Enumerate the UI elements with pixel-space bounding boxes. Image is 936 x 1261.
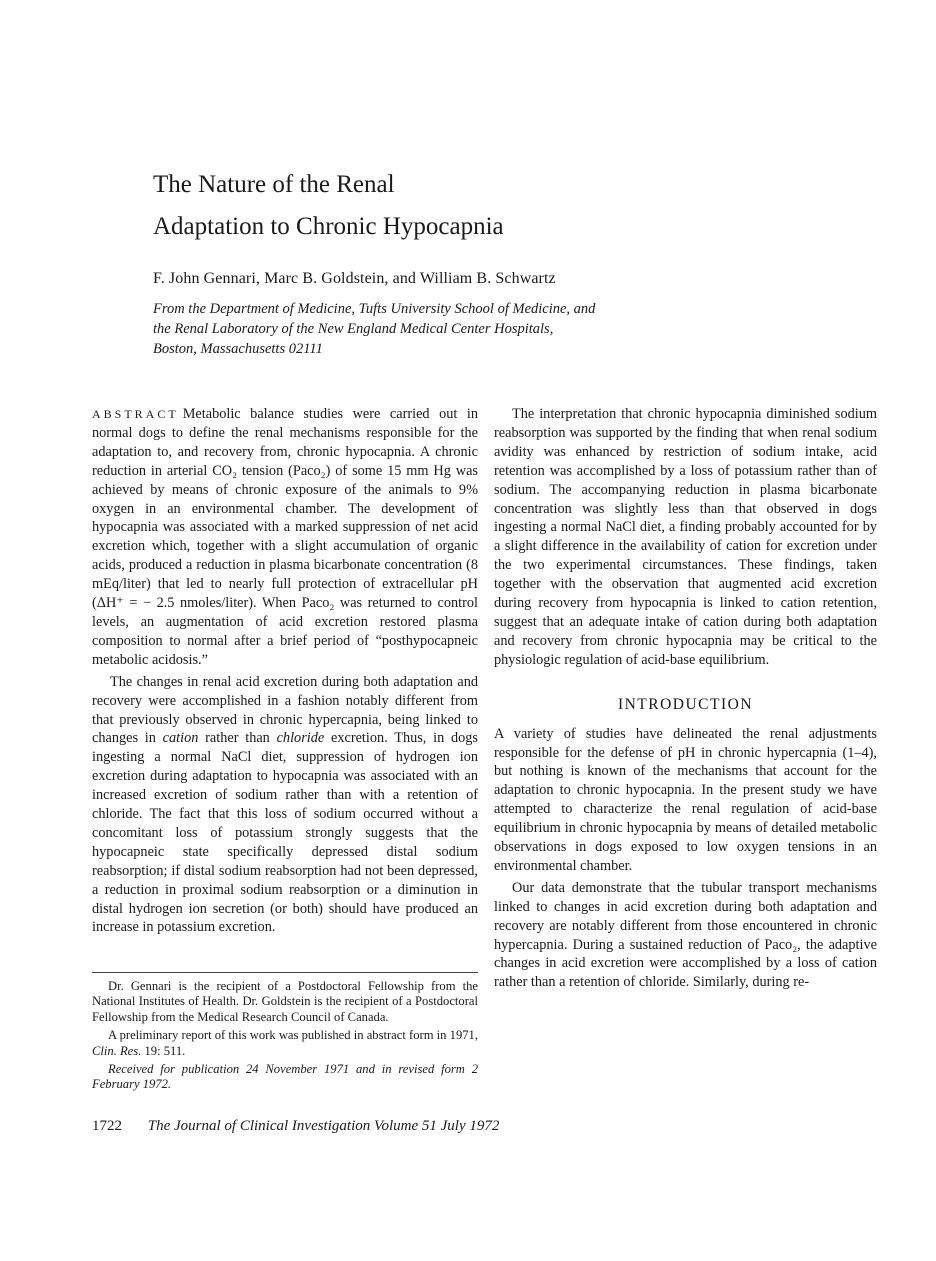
journal-citation: The Journal of Clinical Investigation Volume 51 July 1972 bbox=[147, 1118, 500, 1134]
abstract-text-2b: rather than bbox=[198, 730, 277, 747]
affiliation-line-2: the Renal Laboratory of the New England Medical Center Hospitals, bbox=[153, 321, 554, 337]
affiliation-line-1: From the Department of Medicine, Tufts University School of Medicine, and bbox=[153, 301, 596, 317]
emphasis-cation: cation bbox=[162, 730, 199, 747]
affiliation-line-3: Boston, Massachusetts 02111 bbox=[153, 341, 323, 357]
abstract-paragraph-3: The interpretation that chronic hypocapnia diminished sodium reabsorption was supported by the finding that when renal sodium avidity was enhanced by restriction of sodium intake, acid retention was accomplished by a loss of potassium rather than of sodium. The accompanying reduction in plasma bicarbonate concentration was slightly less than that observed in dogs ingesting a normal NaCl diet, a finding probably accounted for by a slight difference in the availability of cation for excretion under the two experimental circumstances. These findings, taken together with the observation that augmented acid excretion during recovery from hypocapnia is linked to cation retention, suggest that an adequate intake of cation during both adaptation and recovery from chronic hypocapnia may be critical to the physiologic regulation of acid-base equilibrium. bbox=[494, 406, 877, 668]
footnote-citation: 19: 511. bbox=[141, 1043, 186, 1058]
emphasis-chloride: chloride bbox=[276, 730, 325, 747]
affiliation bbox=[153, 299, 713, 359]
author-list: F. John Gennari, Marc B. Goldstein, and William B. Schwartz bbox=[153, 270, 556, 287]
abstract-paragraph-2 bbox=[92, 673, 478, 938]
footnote-fellowships: Dr. Gennari is the recipient of a Postdoctoral Fellowship from the National Institutes of Health. Dr. Goldstein is the recipient of a Postdoctoral Fellowship from the Medical Research Council of Canada. bbox=[92, 979, 478, 1024]
page-footer bbox=[92, 1116, 792, 1136]
footnote-preliminary-text: A preliminary report of this work was published in abstract form in 1971, bbox=[108, 1028, 478, 1043]
section-heading-introduction: INTRODUCTION bbox=[617, 695, 754, 713]
article-title bbox=[153, 164, 773, 248]
footnote-preliminary-report bbox=[92, 1028, 478, 1059]
intro-paragraph-1: A variety of studies have delineated the renal adjustments responsible for the defense of pH in chronic hypercapnia (1–4), but nothing is known of the mechanisms that account for the adaptation to chronic hypocapnia. In the present study we have attempted to characterize the renal regulation of acid-base equilibrium in chronic hypocapnia by means of detailed metabolic observations in dogs exposed to low oxygen tensions in an environmental chamber. bbox=[494, 725, 877, 874]
abstract-text-1: Metabolic balance studies were carried out in normal dogs to define the renal mechanisms responsible for the adaptation to, and recovery from, chronic hypocapnia. A chronic reduction in arterial CO₂ tension (Paco₂) of some 15 mm Hg was achieved by means of chronic exposure of the animals to 9% oxygen in an environmental chamber. The development of hypocapnia was associated with a marked suppression of net acid excretion which, together with a slight accumulation of organic acids, produced a reduction in plasma bicarbonate concentration (8 mEq/liter) that led to nearly full protection of extracellular pH (ΔH⁺ = − 2.5 nmoles/liter). When Paco₂ was returned to control levels, an augmentation of acid excretion restored plasma composition to normal after a brief period of “posthypocapneic metabolic acidosis.” bbox=[92, 406, 478, 668]
page-number: 1722 bbox=[92, 1118, 122, 1134]
footnote-journal-name: Clin. Res. bbox=[92, 1043, 142, 1058]
abstract-paragraph-1 bbox=[92, 405, 478, 670]
footnotes bbox=[92, 972, 478, 1096]
abstract-text-2a: The changes in renal acid excretion during both adaptation and recovery were accomplished in a fashion notably different from that previously observed in chronic hypercapnia, being linked to changes in bbox=[92, 673, 478, 747]
right-column bbox=[494, 405, 877, 992]
abstract-text-2c: excretion. Thus, in dogs ingesting a normal NaCl diet, suppression of hydrogen ion excretion during adaptation to hypocapnia was associated with an increased excretion of sodium rather than with a retention of chloride. The fact that this loss of sodium occurred without a concomitant loss of potassium strongly suggests that the hypocapneic state specifically depressed distal sodium reabsorption; if distal sodium reabsorption had not been depressed, a reduction in proximal sodium reabsorption or a diminution in distal hydrogen ion secretion (or both) should have produced an increase in potassium excretion. bbox=[92, 730, 478, 936]
article-title-line-1: The Nature of the Renal bbox=[153, 171, 395, 198]
article-title-line-2: Adaptation to Chronic Hypocapnia bbox=[153, 213, 504, 240]
abstract-label: ABSTRACT bbox=[92, 407, 179, 421]
footnote-received: Received for publication 24 November 1971 and in revised form 2 February 1972. bbox=[92, 1062, 478, 1092]
left-column bbox=[92, 405, 478, 937]
intro-paragraph-2: Our data demonstrate that the tubular transport mechanisms linked to changes in acid excretion during both adaptation and recovery are notably different from those encountered in chronic hypercapnia. During a sustained reduction of Paco₂, the adaptive changes in acid excretion were accomplished by a loss of cation rather than a retention of chloride. Similarly, during re- bbox=[494, 879, 877, 991]
